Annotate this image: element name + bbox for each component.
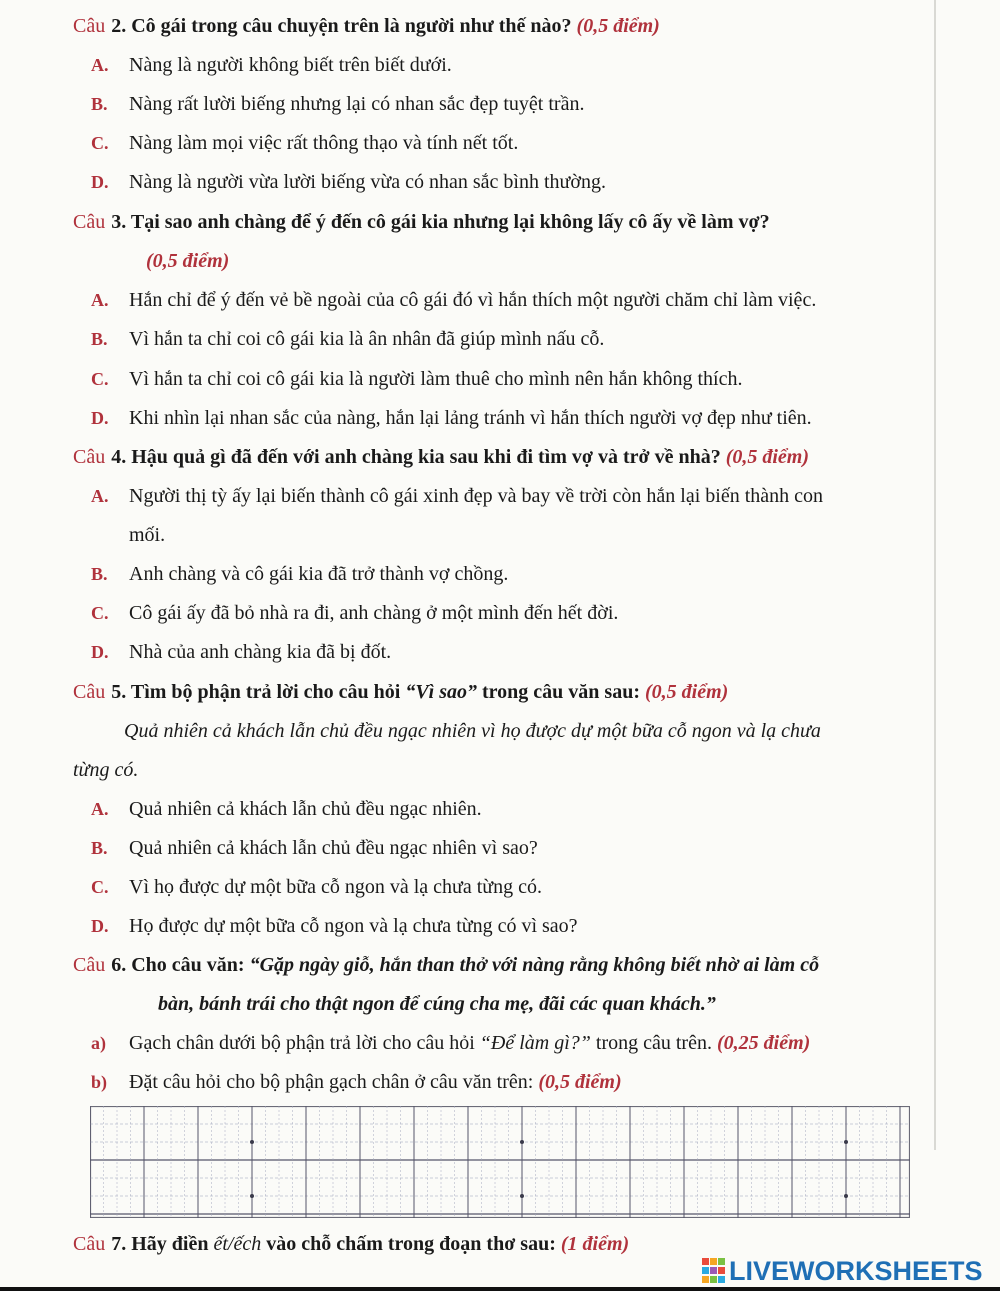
question-number: 3. bbox=[111, 211, 127, 233]
question-points: (0,5 điểm) bbox=[146, 250, 230, 272]
option-text: mối. bbox=[129, 524, 166, 546]
option-text: Vì hắn ta chỉ coi cô gái kia là ân nhân đã giúp mình nấu cỗ. bbox=[129, 328, 605, 350]
q4-option-a-continued bbox=[129, 523, 165, 547]
option-text: Nàng là người không biết trên biết dưới. bbox=[129, 54, 452, 76]
question-number: 2. bbox=[111, 15, 127, 37]
option-text: Nàng làm mọi việc rất thông thạo và tính nết tốt. bbox=[129, 132, 519, 154]
part-points: (0,25 điểm) bbox=[716, 1032, 811, 1054]
option-letter: D. bbox=[91, 642, 109, 662]
q2-option-b[interactable] bbox=[91, 92, 584, 116]
q5-sentence-line-1: Quả nhiên cả khách lẫn chủ đều ngạc nhiên vì họ được dự một bữa cỗ ngon và lạ chưa bbox=[124, 720, 821, 742]
q5-sentence-line-2: từng có. bbox=[73, 759, 139, 781]
option-letter: C. bbox=[91, 369, 109, 389]
page-margin-rule bbox=[934, 0, 936, 1150]
question-quote: “Vì sao” bbox=[405, 681, 477, 703]
option-text: Nhà của anh chàng kia đã bị đốt. bbox=[129, 641, 392, 663]
q3-option-b[interactable] bbox=[91, 327, 604, 351]
q6-part-b bbox=[91, 1070, 622, 1094]
question-points: (1 điểm) bbox=[560, 1233, 630, 1255]
option-letter: D. bbox=[91, 172, 109, 192]
option-letter: B. bbox=[91, 564, 108, 584]
q3-option-c[interactable] bbox=[91, 367, 743, 391]
question-points: (0,5 điểm) bbox=[576, 15, 660, 37]
option-letter: D. bbox=[91, 408, 109, 428]
q3-option-a[interactable] bbox=[91, 288, 816, 312]
question-text: Tại sao anh chàng để ý đến cô gái kia nhưng lại không lấy cô ấy về làm vợ? bbox=[130, 211, 770, 233]
question-points: (0,5 điểm) bbox=[725, 446, 810, 468]
question-3-points bbox=[146, 249, 229, 273]
option-letter: A. bbox=[91, 290, 109, 310]
option-text: Khi nhìn lại nhan sắc của nàng, hắn lại lảng tránh vì hắn thích người vợ đẹp như tiên. bbox=[129, 407, 812, 429]
q5-option-b[interactable] bbox=[91, 836, 538, 860]
option-text: Anh chàng và cô gái kia đã trở thành vợ chồng. bbox=[129, 563, 509, 585]
part-quote: “Để làm gì?” bbox=[479, 1032, 591, 1054]
q5-option-d[interactable] bbox=[91, 914, 578, 938]
question-label: Câu bbox=[73, 954, 106, 976]
question-text-end: trong câu văn sau: bbox=[477, 681, 640, 703]
option-text: Họ được dự một bữa cỗ ngon và lạ chưa từng có vì sao? bbox=[129, 915, 578, 937]
option-letter: B. bbox=[91, 329, 108, 349]
option-text: Vì họ được dự một bữa cỗ ngon và lạ chưa từng có. bbox=[129, 876, 543, 898]
question-points: (0,5 điểm) bbox=[645, 681, 729, 703]
q2-option-a[interactable] bbox=[91, 53, 452, 77]
option-text: Quả nhiên cả khách lẫn chủ đều ngạc nhiên vì sao? bbox=[129, 837, 538, 859]
part-text: Gạch chân dưới bộ phận trả lời cho câu hỏi bbox=[129, 1032, 480, 1054]
part-letter: a) bbox=[91, 1033, 106, 1053]
question-label: Câu bbox=[73, 211, 106, 233]
option-letter: C. bbox=[91, 603, 109, 623]
q2-option-c[interactable] bbox=[91, 131, 518, 155]
part-text: Đặt câu hỏi cho bộ phận gạch chân ở câu văn trên: bbox=[129, 1071, 539, 1093]
option-text: Quả nhiên cả khách lẫn chủ đều ngạc nhiên. bbox=[129, 798, 482, 820]
question-3-heading bbox=[73, 210, 770, 234]
q2-option-d[interactable] bbox=[91, 170, 606, 194]
option-text: Vì hắn ta chỉ coi cô gái kia là người làm thuê cho mình nên hắn không thích. bbox=[129, 368, 743, 390]
question-6-heading bbox=[73, 953, 819, 977]
question-4-heading bbox=[73, 445, 809, 469]
option-text: Nàng là người vừa lười biếng vừa có nhan sắc bình thường. bbox=[129, 171, 606, 193]
option-letter: A. bbox=[91, 486, 109, 506]
q4-option-a[interactable] bbox=[91, 484, 823, 508]
question-2-heading bbox=[73, 14, 660, 38]
question-quote: “Gặp ngày giỗ, hắn than thở với nàng rằng không biết nhờ ai làm cỗ bbox=[249, 954, 820, 976]
part-points: (0,5 điểm) bbox=[538, 1071, 622, 1093]
option-letter: C. bbox=[91, 133, 109, 153]
part-text-end: trong câu trên. bbox=[590, 1032, 717, 1054]
option-letter: A. bbox=[91, 799, 109, 819]
option-letter: B. bbox=[91, 94, 108, 114]
question-label: Câu bbox=[73, 15, 106, 37]
option-letter: B. bbox=[91, 838, 108, 858]
question-text: Cô gái trong câu chuyện trên là người như thế nào? bbox=[131, 15, 572, 37]
option-letter: A. bbox=[91, 55, 109, 75]
question-text: Tìm bộ phận trả lời cho câu hỏi bbox=[130, 681, 406, 703]
watermark-text: LIVEWORKSHEETS bbox=[729, 1255, 983, 1286]
question-text: Cho câu văn: bbox=[131, 954, 250, 976]
q5-option-a[interactable] bbox=[91, 797, 482, 821]
option-text: Người thị tỳ ấy lại biến thành cô gái xinh đẹp và bay về trời còn hắn lại biến thành con bbox=[129, 485, 824, 507]
q6-part-a bbox=[91, 1031, 810, 1055]
question-7-heading bbox=[73, 1232, 629, 1256]
question-label: Câu bbox=[73, 1233, 106, 1255]
question-text: Hãy điền bbox=[131, 1233, 214, 1255]
question-number: 7. bbox=[111, 1233, 127, 1255]
q4-option-b[interactable] bbox=[91, 562, 508, 586]
option-letter: D. bbox=[91, 916, 109, 936]
question-text: Hậu quả gì đã đến với anh chàng kia sau khi đi tìm vợ và trở về nhà? bbox=[131, 446, 721, 468]
question-label: Câu bbox=[73, 681, 106, 703]
option-text: Cô gái ấy đã bỏ nhà ra đi, anh chàng ở một mình đến hết đời. bbox=[129, 602, 619, 624]
option-letter: C. bbox=[91, 877, 109, 897]
q5-option-c[interactable] bbox=[91, 875, 542, 899]
q6-quote-line-2: bàn, bánh trái cho thật ngon để cúng cha mẹ, đãi các quan khách.” bbox=[158, 993, 716, 1015]
question-text-end: vào chỗ chấm trong đoạn thơ sau: bbox=[261, 1233, 556, 1255]
question-number: 5. bbox=[111, 681, 127, 703]
q4-option-d[interactable] bbox=[91, 640, 391, 664]
handwriting-answer-grid[interactable] bbox=[90, 1106, 910, 1218]
liveworksheets-logo-icon bbox=[702, 1258, 726, 1284]
option-text: Nàng rất lười biếng nhưng lại có nhan sắc đẹp tuyệt trần. bbox=[129, 93, 585, 115]
liveworksheets-watermark bbox=[702, 1254, 983, 1288]
part-letter: b) bbox=[91, 1072, 108, 1092]
option-text: Hắn chỉ để ý đến vẻ bề ngoài của cô gái đó vì hắn thích một người chăm chỉ làm việc. bbox=[129, 289, 817, 311]
q3-option-d[interactable] bbox=[91, 406, 812, 430]
question-italic-term: ết/ếch bbox=[213, 1233, 262, 1255]
question-number: 6. bbox=[111, 954, 127, 976]
page-bottom-border bbox=[0, 1287, 1000, 1291]
question-number: 4. bbox=[111, 446, 127, 468]
question-label: Câu bbox=[73, 446, 106, 468]
q4-option-c[interactable] bbox=[91, 601, 618, 625]
question-5-heading bbox=[73, 680, 728, 704]
